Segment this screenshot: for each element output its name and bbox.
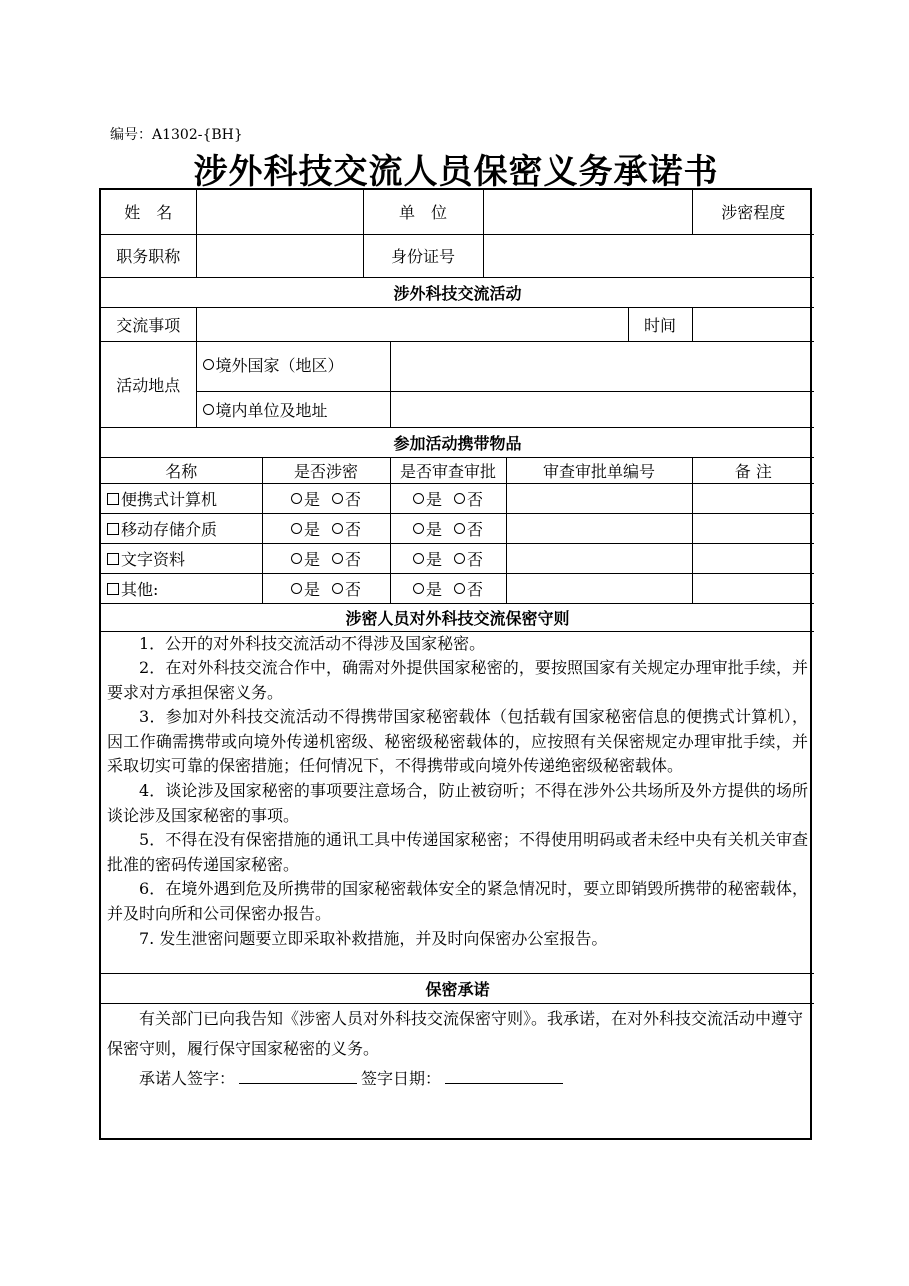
date-label: 签字日期：	[361, 1068, 442, 1088]
date-field[interactable]	[445, 1065, 563, 1084]
radio-icon[interactable]	[413, 553, 424, 564]
secrecy-level-label: 涉密程度	[692, 190, 814, 234]
no-label: 否	[345, 519, 362, 539]
activity-section-title: 涉外科技交流活动	[101, 277, 814, 307]
yes-label: 是	[303, 489, 320, 509]
no-label: 否	[467, 549, 484, 569]
items-header-name: 名称	[101, 457, 262, 483]
id-number-label: 身份证号	[363, 234, 483, 277]
radio-icon[interactable]	[454, 523, 465, 534]
approval-number-field[interactable]	[506, 483, 692, 513]
promise-body	[101, 1003, 814, 1136]
approval-number-field[interactable]	[506, 573, 692, 603]
table-row	[101, 573, 814, 603]
document-title: 涉外科技交流人员保密义务承诺书	[193, 152, 719, 192]
item-name-label: 其他:	[121, 579, 159, 599]
item-name-label: 文字资料	[121, 549, 186, 569]
radio-icon[interactable]	[454, 493, 465, 504]
radio-icon[interactable]	[454, 553, 465, 564]
radio-icon[interactable]	[332, 493, 343, 504]
domestic-option-label: 境内单位及地址	[215, 400, 328, 420]
domestic-location-field[interactable]	[390, 391, 814, 427]
signature-label: 承诺人签字：	[139, 1068, 236, 1088]
radio-icon[interactable]	[291, 523, 302, 534]
checkbox-icon[interactable]	[107, 583, 119, 595]
yes-label: 是	[425, 519, 442, 539]
yes-label: 是	[303, 579, 320, 599]
abroad-location-field[interactable]	[390, 341, 814, 391]
signature-line	[107, 1064, 808, 1094]
approval-number-field[interactable]	[506, 543, 692, 573]
no-label: 否	[467, 579, 484, 599]
time-label: 时间	[628, 307, 692, 341]
items-section-title: 参加活动携带物品	[101, 427, 814, 457]
items-header-approval-number: 审查审批单编号	[506, 457, 692, 483]
id-number-field[interactable]	[483, 234, 814, 277]
checkbox-icon[interactable]	[107, 523, 119, 535]
rule-item: 2．在对外科技交流合作中，确需对外提供国家秘密的，要按照国家有关规定办理审批手续，并要求对方承担保密义务。	[107, 658, 809, 702]
checkbox-icon[interactable]	[107, 493, 119, 505]
secret-choice[interactable]	[262, 513, 390, 543]
document-number: 编号：A1302-{BH}	[110, 127, 243, 143]
items-header-secret: 是否涉密	[262, 457, 390, 483]
radio-icon[interactable]	[291, 583, 302, 594]
no-label: 否	[345, 549, 362, 569]
table-row	[101, 543, 814, 573]
remarks-field[interactable]	[692, 573, 814, 603]
radio-icon[interactable]	[291, 553, 302, 564]
yes-label: 是	[425, 579, 442, 599]
item-name[interactable]	[101, 483, 262, 513]
abroad-option-label: 境外国家（地区）	[215, 356, 344, 375]
no-label: 否	[467, 519, 484, 539]
abroad-option[interactable]	[196, 341, 390, 391]
remarks-field[interactable]	[692, 513, 814, 543]
yes-label: 是	[303, 549, 320, 569]
position-field[interactable]	[196, 234, 363, 277]
remarks-field[interactable]	[692, 543, 814, 573]
remarks-field[interactable]	[692, 483, 814, 513]
secret-choice[interactable]	[262, 543, 390, 573]
item-name-label: 便携式计算机	[121, 489, 218, 509]
rule-item: 5．不得在没有保密措施的通讯工具中传递国家秘密；不得使用明码或者未经中央有关机关审查批准的密码传递国家秘密。	[107, 830, 809, 874]
rule-item: 4．谈论涉及国家秘密的事项要注意场合，防止被窃听；不得在涉外公共场所及外方提供的场所谈论涉及国家秘密的事项。	[107, 781, 809, 825]
no-label: 否	[345, 579, 362, 599]
radio-icon[interactable]	[413, 583, 424, 594]
item-name[interactable]	[101, 513, 262, 543]
name-label: 姓 名	[101, 190, 196, 234]
items-header-approval: 是否审查审批	[390, 457, 506, 483]
position-label: 职务职称	[101, 234, 196, 277]
secret-choice[interactable]	[262, 573, 390, 603]
matter-field[interactable]	[196, 307, 628, 341]
no-label: 否	[345, 489, 362, 509]
rules-list	[101, 631, 814, 973]
no-label: 否	[467, 489, 484, 509]
radio-icon[interactable]	[332, 553, 343, 564]
item-name-label: 移动存储介质	[121, 519, 218, 539]
items-header-remarks: 备 注	[692, 457, 814, 483]
checkbox-icon[interactable]	[107, 553, 119, 565]
item-name[interactable]	[101, 573, 262, 603]
domestic-option[interactable]	[196, 391, 390, 427]
radio-icon[interactable]	[332, 583, 343, 594]
table-row	[101, 513, 814, 543]
table-row	[101, 483, 814, 513]
rule-item: 3．参加对外科技交流活动不得携带国家秘密载体（包括载有国家秘密信息的便携式计算机），因工作确需携带或向境外传递机密级、秘密级秘密载体的，应按照有关保密规定办理审批手续，并采取切实可靠的保密措施；任何情况下，不得携带或向境外传递绝密级秘密载体。	[107, 707, 809, 776]
unit-field[interactable]	[483, 190, 692, 234]
approval-number-field[interactable]	[506, 513, 692, 543]
yes-label: 是	[425, 489, 442, 509]
approval-choice[interactable]	[390, 543, 506, 573]
item-name[interactable]	[101, 543, 262, 573]
radio-icon[interactable]	[332, 523, 343, 534]
approval-choice[interactable]	[390, 513, 506, 543]
yes-label: 是	[303, 519, 320, 539]
matter-label: 交流事项	[101, 307, 196, 341]
yes-label: 是	[425, 549, 442, 569]
rule-item: 7. 发生泄密问题要立即采取补救措施，并及时向保密办公室报告。	[139, 928, 608, 948]
approval-choice[interactable]	[390, 483, 506, 513]
radio-icon[interactable]	[454, 583, 465, 594]
rule-item: 1．公开的对外科技交流活动不得涉及国家秘密。	[139, 633, 486, 653]
rules-section-title: 涉密人员对外科技交流保密守则	[101, 603, 814, 631]
unit-label: 单 位	[363, 190, 483, 234]
radio-icon[interactable]	[413, 523, 424, 534]
time-field[interactable]	[692, 307, 814, 341]
approval-choice[interactable]	[390, 573, 506, 603]
promise-section-title: 保密承诺	[101, 973, 814, 1003]
radio-icon[interactable]	[203, 359, 214, 370]
rule-item: 6．在境外遇到危及所携带的国家秘密载体安全的紧急情况时，要立即销毁所携带的秘密载体，并及时向所和公司保密办报告。	[107, 879, 809, 924]
name-field[interactable]	[196, 190, 363, 234]
promise-text: 有关部门已向我告知《涉密人员对外科技交流保密守则》。我承诺，在对外科技交流活动中遵守保密守则，履行保守国家秘密的义务。	[107, 1008, 804, 1058]
radio-icon[interactable]	[291, 493, 302, 504]
radio-icon[interactable]	[203, 404, 214, 415]
radio-icon[interactable]	[413, 493, 424, 504]
signature-field[interactable]	[239, 1065, 357, 1084]
secret-choice[interactable]	[262, 483, 390, 513]
commitment-form	[99, 188, 812, 1140]
location-label: 活动地点	[101, 341, 196, 427]
